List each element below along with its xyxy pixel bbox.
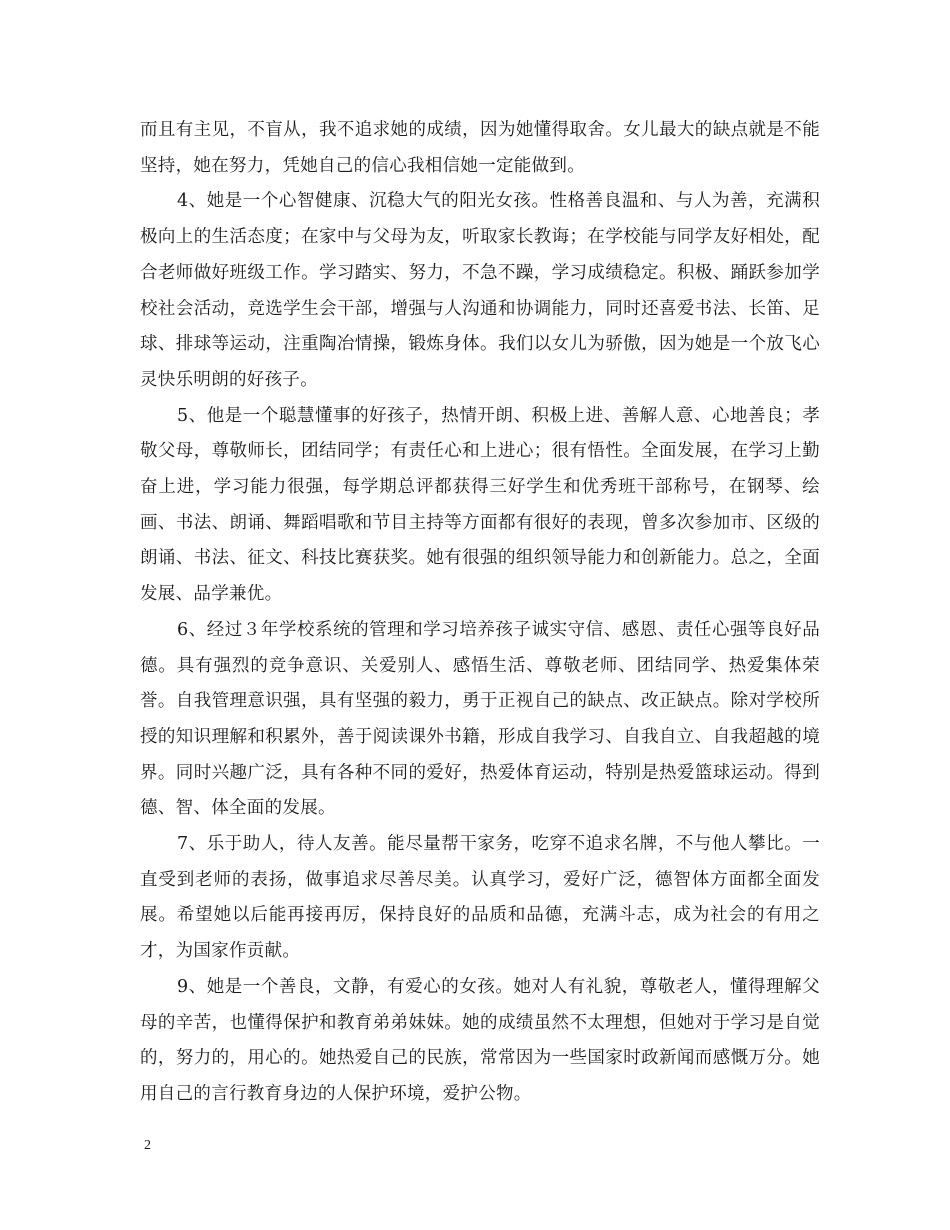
paragraph-item-7: 7、乐于助人，待人友善。能尽量帮干家务，吃穿不追求名牌，不与他人攀比。一直受到老师的表扬，做事追求尽善尽美。认真学习，爱好广泛，德智体方面都全面发展。希望她以后能再接再厉，保持良好的品质和品德，充满斗志，成为社会的有用之才，为国家作贡献。 xyxy=(140,834,820,962)
paragraph-item-6: 6、经过３年学校系统的管理和学习培养孩子诚实守信、感恩、责任心强等良好品德。具有强烈的竞争意识、关爱别人、感悟生活、尊敬老师、团结同学、热爱集体荣誉。自我管理意识强，具有坚强的毅力，勇于正视自己的缺点、改正缺点。除对学校所授的知识理解和积累外，善于阅读课外书籍，形成自我学习、自我自立、自我超越的境界。同时兴趣广泛，具有各种不同的爱好，热爱体育运动，特别是热爱篮球运动。得到德、智、体全面的发展。 xyxy=(140,619,820,819)
paragraph-item-5: 5、他是一个聪慧懂事的好孩子，热情开朗、积极上进、善解人意、心地善良；孝敬父母，尊敬师长，团结同学；有责任心和上进心；很有悟性。全面发展，在学习上勤奋上进，学习能力很强，每学期总评都获得三好学生和优秀班干部称号，在钢琴、绘画、书法、朗诵、舞蹈唱歌和节目主持等方面都有很好的表现，曾多次参加市、区级的朗诵、书法、征文、科技比赛获奖。她有很强的组织领导能力和创新能力。总之，全面发展、品学兼优。 xyxy=(140,405,820,605)
paragraph-continuation: 而且有主见，不盲从，我不追求她的成绩，因为她懂得取舍。女儿最大的缺点就是不能坚持，她在努力，凭她自己的信心我相信她一定能做到。 xyxy=(140,120,820,176)
page-number: 2 xyxy=(144,1138,151,1153)
paragraph-item-4: 4、她是一个心智健康、沉稳大气的阳光女孩。性格善良温和、与人为善，充满积极向上的生活态度；在家中与父母为友，听取家长教诲；在学校能与同学友好相处，配合老师做好班级工作。学习踏实、努力，不急不躁，学习成绩稳定。积极、踊跃参加学校社会活动，竞选学生会干部，增强与人沟通和协调能力，同时还喜爱书法、长笛、足球、排球等运动，注重陶冶情操，锻炼身体。我们以女儿为骄傲，因为她是一个放飞心灵快乐明朗的好孩子。 xyxy=(140,191,820,390)
paragraph-item-9: 9、她是一个善良，文静，有爱心的女孩。她对人有礼貌，尊敬老人，懂得理解父母的辛苦，也懂得保护和教育弟弟妹妹。她的成绩虽然不太理想，但她对于学习是自觉的，努力的，用心的。她热爱自己的民族，常常因为一些国家时政新闻而感慨万分。她用自己的言行教育身边的人保护环境，爱护公物。 xyxy=(140,976,820,1104)
body-text xyxy=(140,113,820,1113)
